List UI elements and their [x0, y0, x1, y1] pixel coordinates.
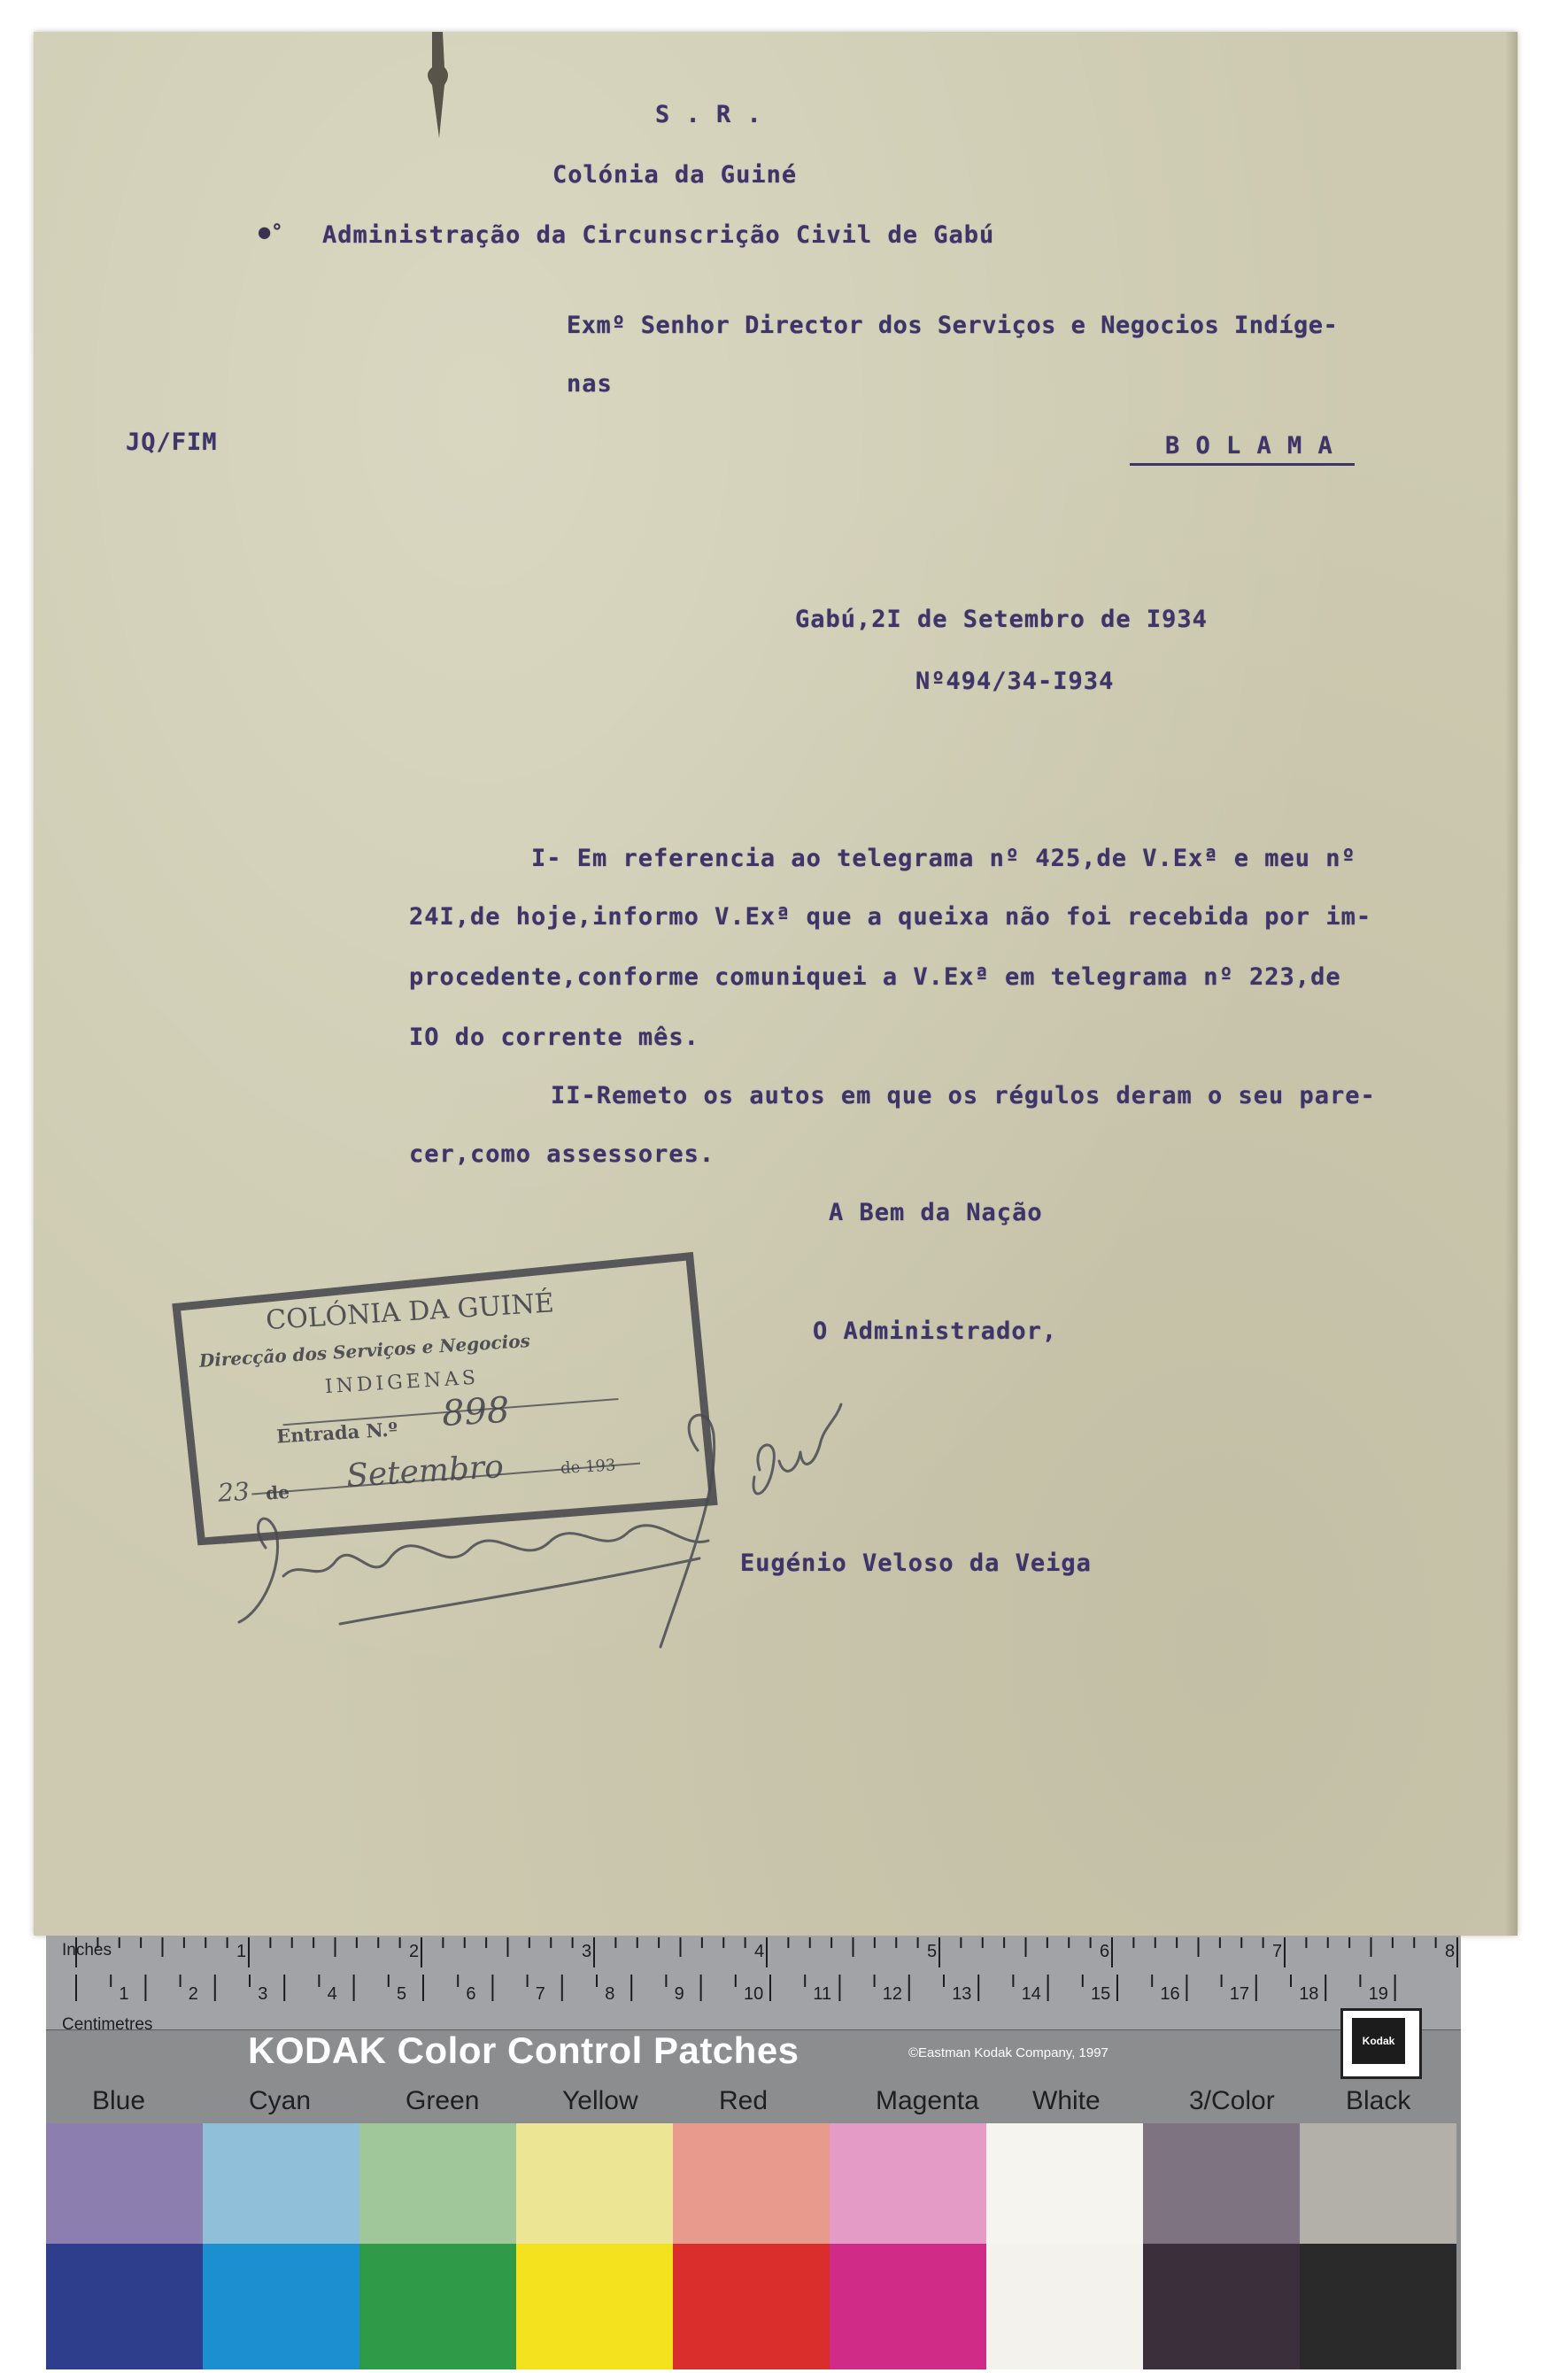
kodak-color-strip: [46, 1936, 1461, 2369]
patch-magenta-dark: [830, 2244, 986, 2369]
cm-mark-label: 18: [1299, 1984, 1319, 2004]
header-sr: S . R .: [655, 101, 762, 128]
cm-mark-label: 16: [1160, 1984, 1180, 2004]
cm-mark-label: 13: [952, 1984, 972, 2004]
kodak-title: KODAK Color Control Patches: [248, 2029, 799, 2071]
kodak-copyright: ©Eastman Kodak Company, 1997: [908, 2045, 1108, 2060]
stamp-date-month: Setembro: [345, 1449, 505, 1495]
cm-mark-label: 1: [119, 1984, 129, 2004]
patch-white-dark: [986, 2244, 1143, 2369]
addressee-line-1: Exmº Senhor Director dos Serviços e Negocios Indíge-: [567, 312, 1339, 339]
ruler-ticks: [46, 1936, 1461, 2029]
patch-label: Blue: [92, 2086, 146, 2115]
inch-mark-label: 8: [1445, 1942, 1456, 1961]
stamp-colony: COLÓNIA DA GUINÉ: [265, 1287, 555, 1337]
patch-blue-dark: [46, 2244, 203, 2369]
cm-mark-label: 12: [882, 1984, 903, 2004]
cm-mark-label: 19: [1368, 1984, 1388, 2004]
cm-mark-label: 10: [744, 1984, 764, 2004]
patch-labels: [46, 2086, 1461, 2122]
patch-blue-light: [46, 2123, 203, 2244]
body-line-1: I- Em referencia ao telegrama nº 425,de V.Exª e meu nº: [531, 845, 1356, 872]
kodak-logo: [1340, 2008, 1422, 2079]
patch-cyan-light: [203, 2123, 359, 2244]
patch-black-light: [1300, 2123, 1456, 2244]
cm-mark-label: 2: [188, 1984, 198, 2004]
cm-mark-label: 9: [674, 1984, 684, 2004]
closing-salutation: A Bem da Nação: [829, 1199, 1043, 1226]
body-line-6: cer,como assessores.: [409, 1140, 715, 1168]
stamp-entry-number: 898: [440, 1389, 511, 1435]
stamp-date-year: de 193: [560, 1456, 616, 1479]
signatory-name: Eugénio Veloso da Veiga: [740, 1550, 1092, 1577]
cm-mark-label: 6: [466, 1984, 476, 2004]
stamp-entry-label: Entrada N.º: [275, 1418, 398, 1448]
patch-red-light: [673, 2123, 830, 2244]
date-line: Gabú,2I de Setembro de I934: [795, 606, 1208, 633]
cm-mark-label: 7: [535, 1984, 545, 2004]
paper-shadow-edge: [1505, 32, 1518, 1936]
inch-mark-label: 2: [409, 1942, 420, 1961]
cm-mark-label: 3: [258, 1984, 268, 2004]
body-line-4: IO do corrente mês.: [409, 1024, 699, 1051]
punch-hole-mark: [413, 32, 462, 147]
bullet-mark: ●°: [259, 221, 284, 243]
header-colony: Colónia da Guiné: [552, 161, 798, 189]
cm-mark-label: 17: [1229, 1984, 1250, 2004]
patch-red-dark: [673, 2244, 830, 2369]
stamp-department: Direcção dos Serviços e Negocios: [198, 1329, 531, 1372]
centimetres-label: Centimetres: [62, 2015, 153, 2034]
stamp-date-day: 23: [217, 1476, 251, 1508]
patch-label: Black: [1346, 2086, 1411, 2115]
inch-mark-label: 7: [1272, 1942, 1283, 1961]
cm-mark-label: 5: [397, 1984, 407, 2004]
kodak-logo-text: Kodak: [1352, 2018, 1405, 2064]
cm-mark-label: 14: [1021, 1984, 1041, 2004]
cm-mark-label: 4: [327, 1984, 337, 2004]
header-administration: Administração da Circunscrição Civil de Gabú: [322, 221, 995, 249]
patch-white-light: [986, 2123, 1143, 2244]
addressee-line-2: nas: [567, 370, 613, 398]
body-line-2: 24I,de hoje,informo V.Exª que a queixa não foi recebida por im-: [409, 903, 1372, 931]
patch-3-color-dark: [1143, 2244, 1300, 2369]
patch-black-dark: [1300, 2244, 1456, 2369]
body-line-3: procedente,conforme comuniquei a V.Exª em telegrama nº 223,de: [409, 963, 1341, 991]
patch-yellow-dark: [516, 2244, 673, 2369]
patch-label: White: [1032, 2086, 1101, 2115]
patch-label: 3/Color: [1189, 2086, 1275, 2115]
inch-mark-label: 6: [1100, 1942, 1110, 1961]
patch-magenta-light: [830, 2123, 986, 2244]
patch-3-color-light: [1143, 2123, 1300, 2244]
inch-mark-label: 4: [754, 1942, 765, 1961]
cm-mark-label: 11: [813, 1984, 832, 2004]
patch-yellow-light: [516, 2123, 673, 2244]
patch-label: Red: [719, 2086, 769, 2115]
inch-mark-label: 3: [582, 1942, 592, 1961]
patch-label: Green: [406, 2086, 480, 2115]
inch-mark-label: 1: [236, 1942, 247, 1961]
patch-label: Magenta: [876, 2086, 979, 2115]
reference-code: JQ/FIM: [126, 429, 218, 456]
destination-bolama: B O L A M A: [1130, 434, 1355, 466]
patch-label: Yellow: [562, 2086, 638, 2115]
patch-label: Cyan: [249, 2086, 312, 2115]
stamp-indigenas: INDIGENAS: [324, 1366, 480, 1399]
ruler: [46, 1936, 1461, 2034]
patch-cyan-dark: [203, 2244, 359, 2369]
document-number: Nº494/34-I934: [915, 668, 1115, 695]
cm-mark-label: 8: [605, 1984, 615, 2004]
patch-green-light: [359, 2123, 516, 2244]
signoff-title: O Administrador,: [813, 1318, 1058, 1345]
stamp-date-de: de: [265, 1480, 290, 1504]
inches-label: Inches: [62, 1941, 112, 1959]
patch-green-dark: [359, 2244, 516, 2369]
entry-stamp: [167, 1248, 721, 1547]
cm-mark-label: 15: [1091, 1984, 1111, 2004]
inch-mark-label: 5: [927, 1942, 938, 1961]
body-line-5: II-Remeto os autos em que os régulos deram o seu pare-: [551, 1082, 1376, 1109]
color-patches: [46, 2123, 1461, 2369]
